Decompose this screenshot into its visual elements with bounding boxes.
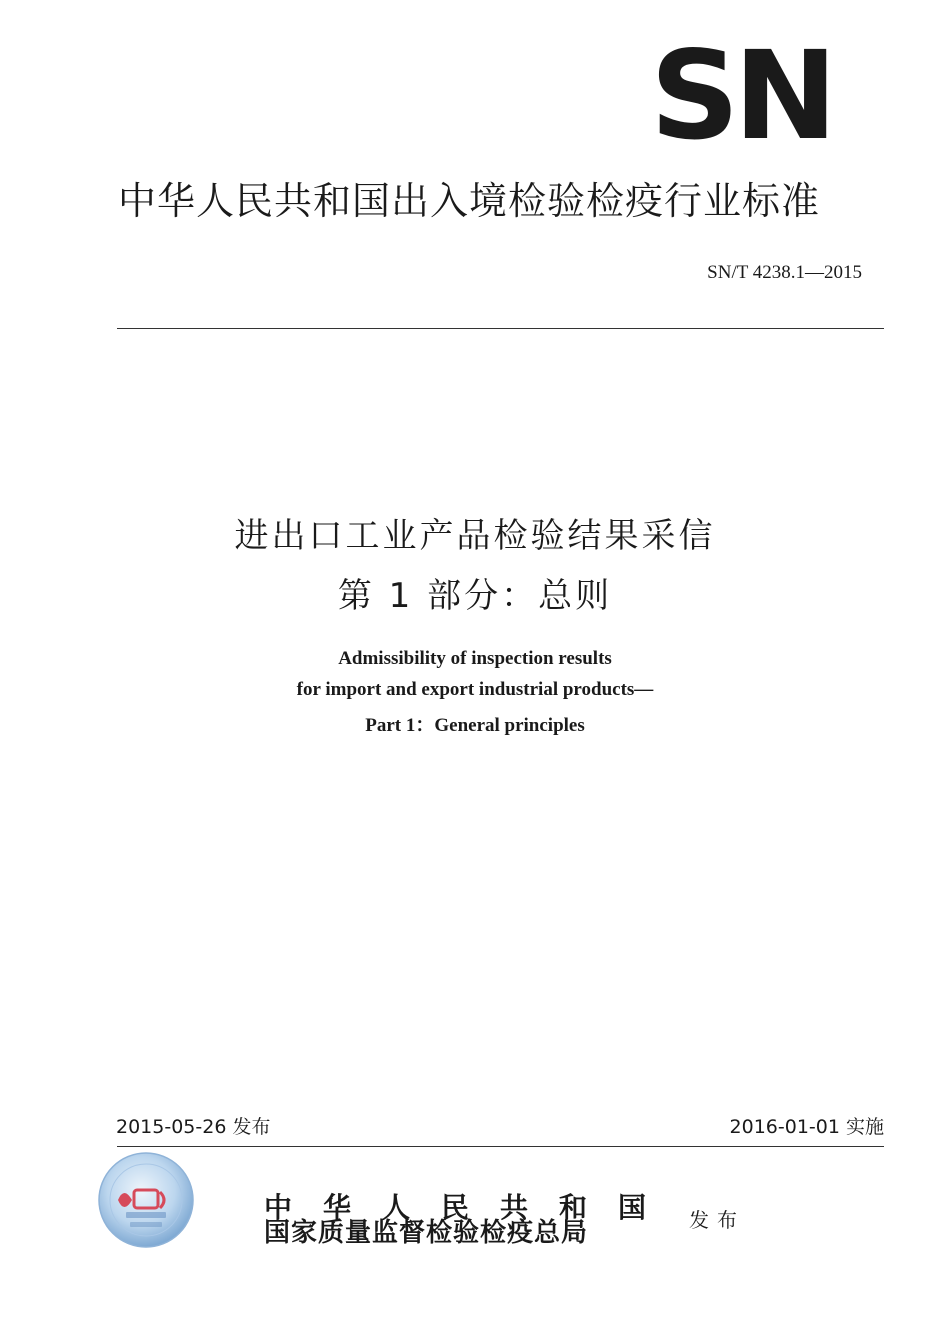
title-en-line-3: Part 1：General principles xyxy=(365,715,585,736)
publisher-country: 中华人民共和国 xyxy=(264,1191,678,1224)
title-zh-part: 第 1 部分：总则 xyxy=(337,576,613,616)
hologram-seal-icon xyxy=(96,1150,196,1250)
sn-logo: SN xyxy=(650,25,832,167)
header-divider xyxy=(117,328,884,329)
title-en-line-1: Admissibility of inspection results xyxy=(338,648,612,669)
title-en-line-2: for import and export industrial products— xyxy=(296,679,654,700)
standard-category-title: 中华人民共和国出入境检验检疫行业标准 xyxy=(118,179,821,223)
standard-number: SN/T 4238.1—2015 xyxy=(707,262,862,283)
title-zh-main: 进出口工业产品检验结果采信 xyxy=(234,516,716,556)
publisher-agency: 国家质量监督检验检疫总局 xyxy=(264,1218,589,1248)
implementation-date: 2016-01-01 实施 xyxy=(729,1116,884,1138)
publish-label: 发布 xyxy=(689,1208,745,1232)
issue-date: 2015-05-26 发布 xyxy=(116,1116,271,1138)
footer-divider xyxy=(117,1146,884,1147)
